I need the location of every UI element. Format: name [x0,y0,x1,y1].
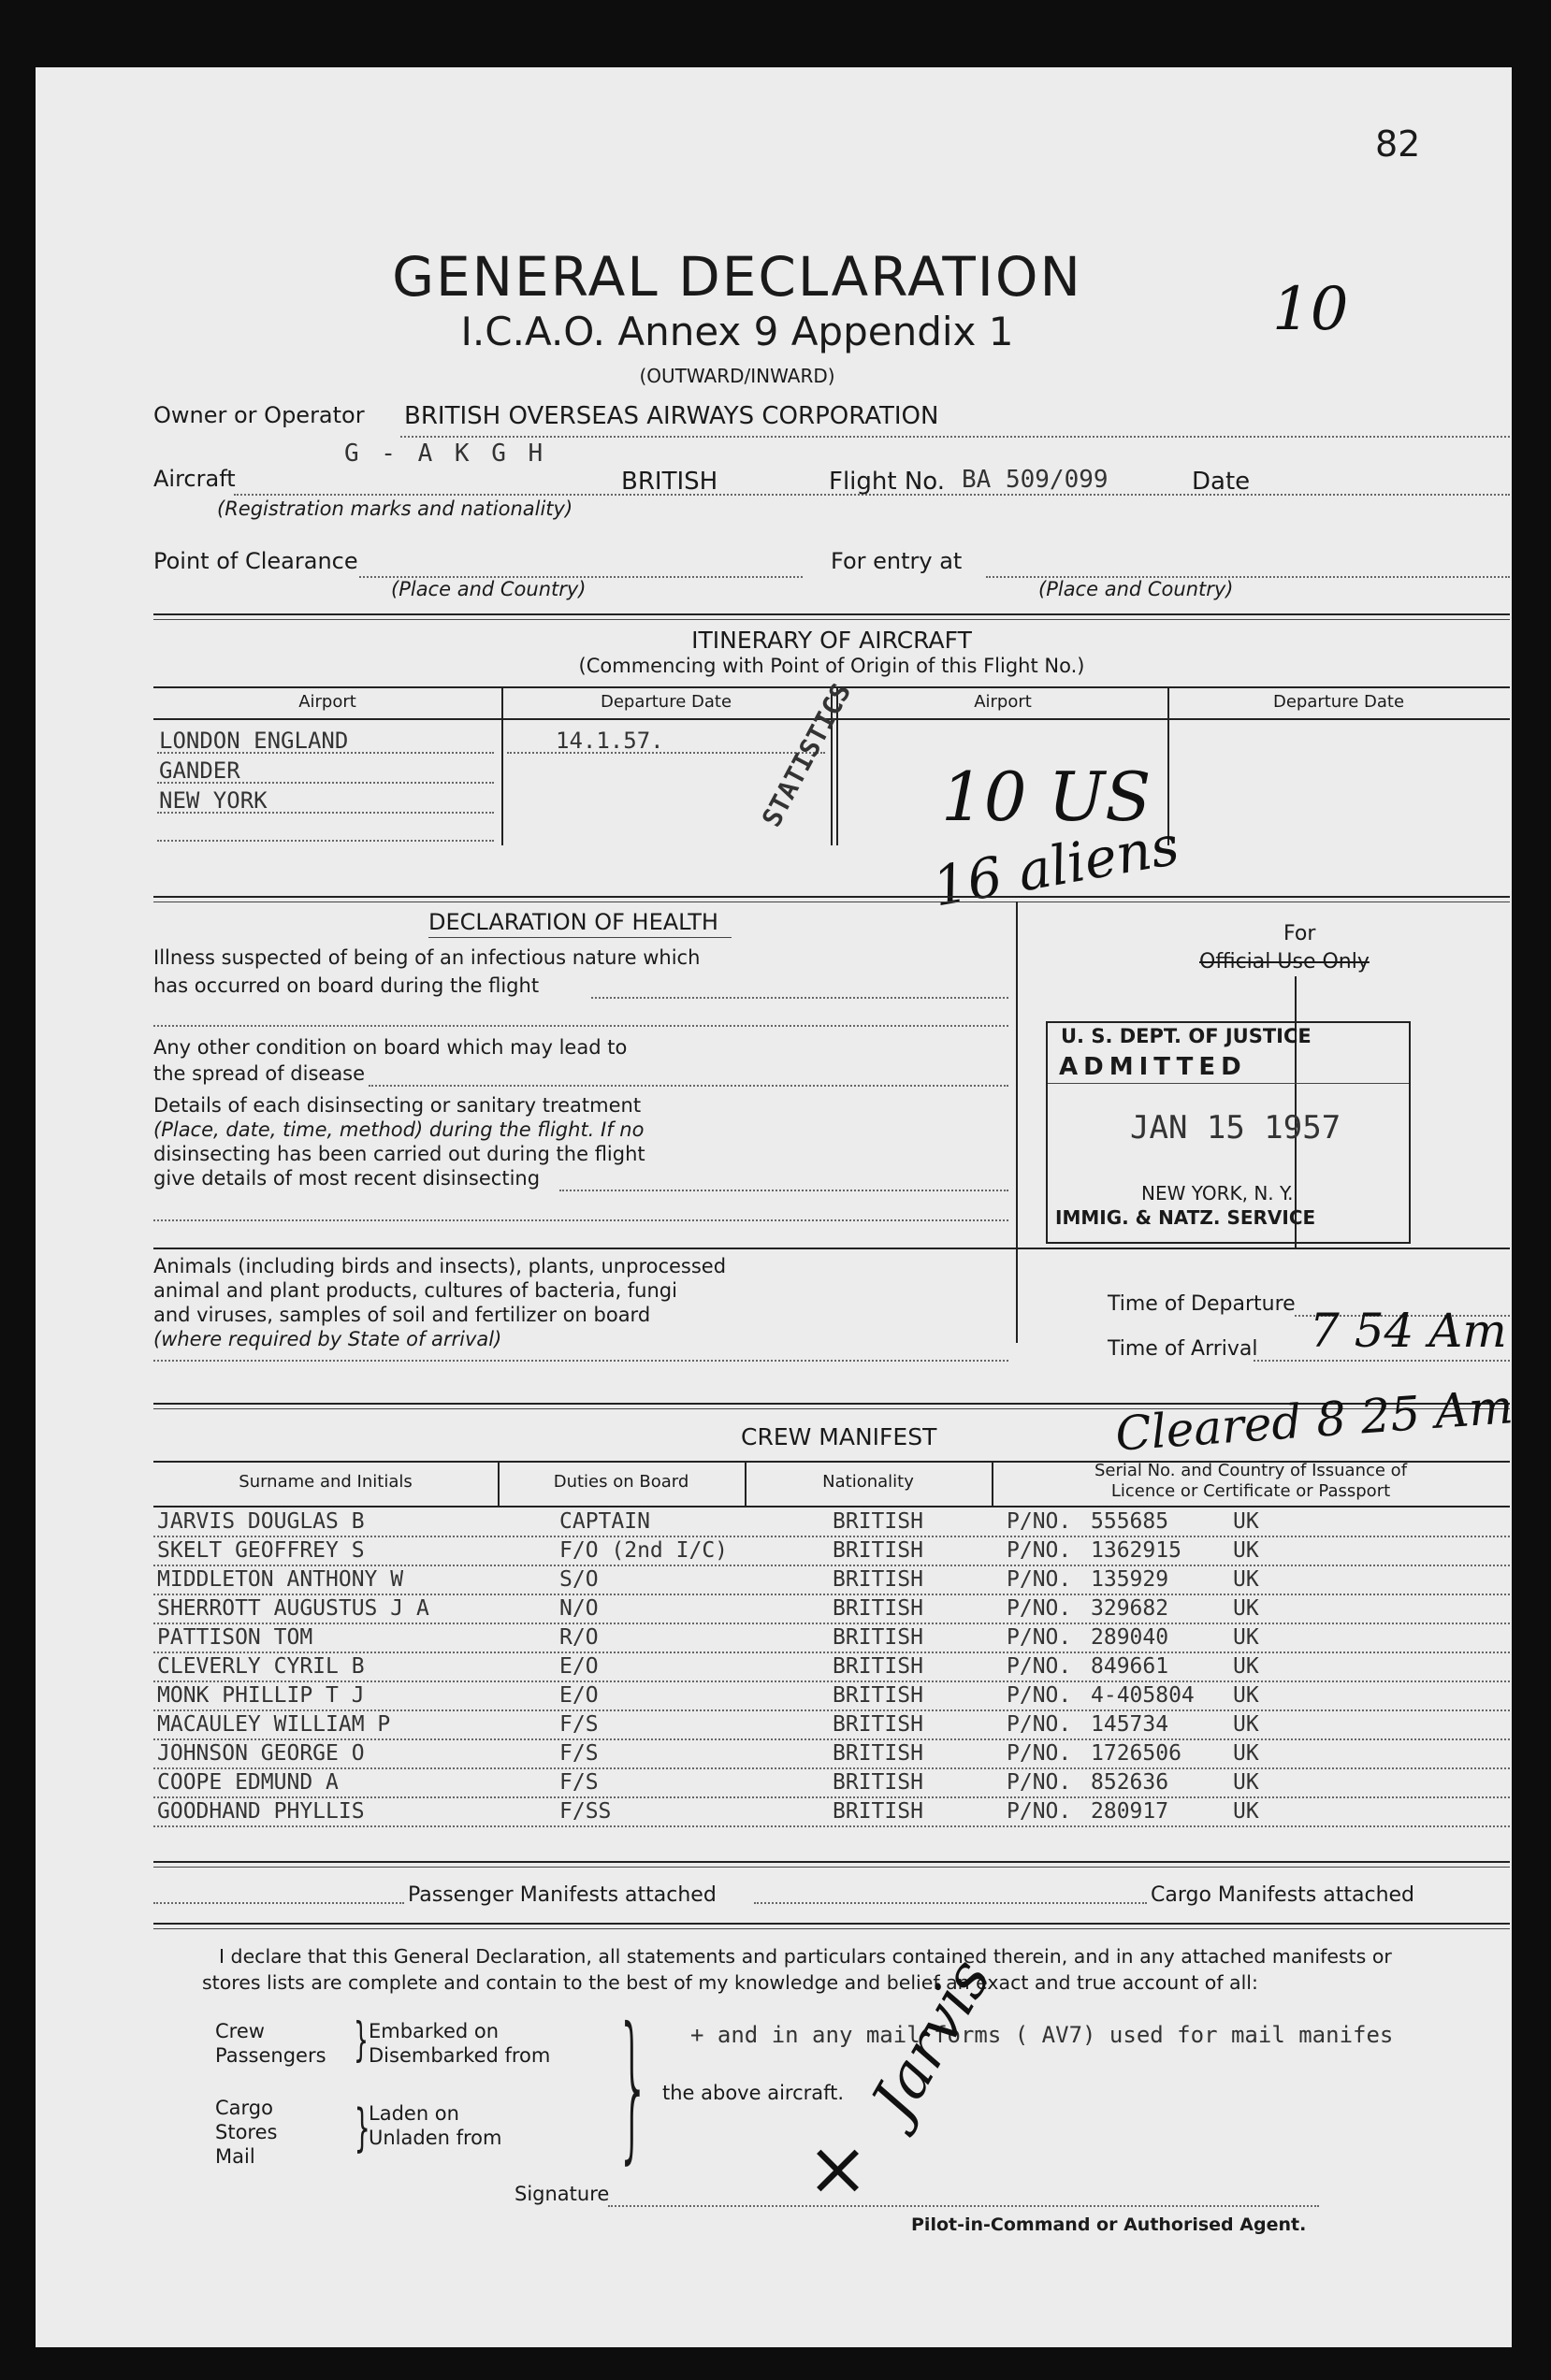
crew-nationality: BRITISH [833,1538,923,1563]
stamp-dept: U. S. DEPT. OF JUSTICE [1061,1025,1312,1047]
illness-dots-2 [153,1025,1008,1027]
itinerary-col-airport-1: Airport [298,692,356,712]
crew-licence-number: 4-405804 [1091,1683,1195,1708]
for-label: For [1283,922,1316,945]
crew-licence-prefix: P/NO. [1007,1596,1072,1621]
stamp-admitted: ADMITTED [1059,1053,1247,1081]
crew-licence-country: UK [1233,1567,1259,1592]
passengers-word: Passengers [215,2044,326,2067]
departure-label: Time of Departure [1108,1292,1296,1316]
crew-duty: R/O [559,1625,599,1650]
pilot-label: Pilot-in-Command or Authorised Agent. [911,2214,1307,2235]
crew-col-duties: Duties on Board [553,1472,689,1492]
crew-row-dots [153,1709,1510,1711]
laden-word: Laden on [369,2102,459,2125]
immigration-admitted-stamp [1046,1021,1411,1244]
stamp-rule [1048,1083,1409,1084]
animals-text-3: and viruses, samples of soil and fertilizer on board [153,1304,651,1326]
rule-declaration-top [153,1923,1510,1925]
statistics-stamp: STATISTICS [756,678,858,832]
stamp-date: JAN 15 1957 [1130,1109,1341,1147]
crew-duty: CAPTAIN [559,1509,650,1534]
itinerary-col-airport-2: Airport [974,692,1032,712]
form-direction: (OUTWARD/INWARD) [639,365,835,387]
crew-licence-number: 135929 [1091,1567,1169,1592]
itinerary-dots-3 [157,812,494,814]
cleared-time-handwritten: Cleared 8 25 Am [1113,1379,1515,1462]
bracket-2: } [354,2099,370,2157]
crew-word: Crew [215,2020,265,2042]
crew-licence-prefix: P/NO. [1007,1712,1072,1737]
rule-health-top [153,896,1510,898]
crew-licence-number: 555685 [1091,1509,1169,1534]
embarked-word: Embarked on [369,2020,500,2042]
crew-licence-number: 1726506 [1091,1741,1181,1766]
crew-name: JARVIS DOUGLAS B [157,1509,365,1534]
crew-duty: F/S [559,1712,599,1737]
declaration-form [36,67,1515,2347]
arrival-dots [1254,1360,1510,1362]
cargo-manifest-dots [754,1902,1147,1904]
crew-col-nationality: Nationality [822,1472,914,1492]
other-condition-1: Any other condition on board which may lead to [153,1036,628,1059]
crew-duty: F/SS [559,1799,612,1824]
crew-col-surname: Surname and Initials [239,1472,413,1492]
crew-duty: E/O [559,1654,599,1679]
itinerary-date-dots [507,752,825,754]
crew-nationality: BRITISH [833,1683,923,1708]
crew-header-bottom [153,1506,1510,1507]
crew-duty: F/O (2nd I/C) [559,1538,729,1563]
illness-text-2: has occurred on board during the flight [153,974,540,997]
aircraft-label: Aircraft [153,466,236,492]
crew-divider-2 [745,1461,747,1506]
stores-word: Stores [215,2121,278,2143]
crew-row-dots [153,1565,1510,1566]
details-text-2: (Place, date, time, method) during the flight. If no [153,1118,645,1141]
itinerary-dots-4 [157,840,494,842]
details-dots-2 [153,1219,1008,1221]
crew-name: CLEVERLY CYRIL B [157,1654,365,1679]
crew-licence-number: 1362915 [1091,1538,1181,1563]
animals-dots-1 [153,1360,1008,1362]
crew-licence-prefix: P/NO. [1007,1538,1072,1563]
itinerary-col-departure-2: Departure Date [1272,692,1405,712]
details-text-3: disinsecting has been carried out during the flight [153,1143,645,1165]
signature-dots [608,2205,1319,2207]
official-use-label: Official Use Only [1199,950,1370,974]
rule-itinerary-top-2 [153,619,1510,620]
animals-text-4: (where required by State of arrival) [153,1328,502,1350]
crew-licence-country: UK [1233,1596,1259,1621]
crew-name: JOHNSON GEORGE O [157,1741,365,1766]
flight-no-label: Flight No. [829,468,946,496]
signature-x-mark: × [806,2125,870,2212]
crew-licence-number: 280917 [1091,1799,1169,1824]
crew-row-dots [153,1767,1510,1769]
crew-licence-prefix: P/NO. [1007,1625,1072,1650]
itinerary-divider-1 [501,686,503,845]
crew-licence-number: 849661 [1091,1654,1169,1679]
pilot-signature-handwritten: Jarvis [859,1947,1006,2131]
owner-value: BRITISH OVERSEAS AIRWAYS CORPORATION [404,402,939,430]
health-title: DECLARATION OF HEALTH [428,909,718,935]
crew-name: MIDDLETON ANTHONY W [157,1567,404,1592]
itinerary-airport-2: GANDER [159,757,240,784]
crew-nationality: BRITISH [833,1770,923,1795]
registration-note: (Registration marks and nationality) [217,498,573,520]
crew-row-dots [153,1796,1510,1798]
crew-name: PATTISON TOM [157,1625,313,1650]
crew-row-dots [153,1738,1510,1740]
crew-nationality: BRITISH [833,1625,923,1650]
itinerary-dots-1 [157,752,494,754]
details-text-1: Details of each disinsecting or sanitary treatment [153,1094,642,1117]
arrival-time-handwritten: 7 54 Am [1310,1304,1507,1358]
crew-name: MONK PHILLIP T J [157,1683,365,1708]
crew-licence-prefix: P/NO. [1007,1683,1072,1708]
handwritten-corner-number: 10 [1272,275,1349,344]
details-dots-1 [559,1190,1008,1191]
health-title-underline [428,937,732,938]
passenger-manifests-label: Passenger Manifests attached [408,1883,717,1907]
illness-text-1: Illness suspected of being of an infectious nature which [153,946,701,969]
handwritten-aliens-count: 16 aliens [928,813,1184,919]
rule-manifests-top-2 [153,1867,1510,1868]
itinerary-airport-1: LONDON ENGLAND [159,728,349,754]
entry-place-note: (Place and Country) [1038,578,1234,600]
rule-itinerary-top [153,613,1510,615]
clearance-label: Point of Clearance [153,548,358,574]
entry-label: For entry at [831,548,963,574]
animals-text-2: animal and plant products, cultures of bacteria, fungi [153,1279,677,1302]
page-number: 82 [1375,123,1421,165]
itinerary-col-departure-1: Departure Date [600,692,732,712]
itinerary-subtitle: (Commencing with Point of Origin of this Flight No.) [578,655,1085,677]
crew-title: CREW MANIFEST [741,1423,937,1450]
crew-divider-1 [498,1461,500,1506]
owner-label: Owner or Operator [153,402,365,428]
other-condition-dots [369,1085,1008,1087]
itinerary-date-1: 14.1.57. [556,728,664,754]
crew-col-serial-2: Licence or Certificate or Passport [1110,1481,1391,1501]
itinerary-dots-2 [157,782,494,784]
crew-row-dots [153,1680,1510,1682]
crew-row-dots [153,1623,1510,1624]
crew-duty: E/O [559,1683,599,1708]
crew-licence-number: 852636 [1091,1770,1169,1795]
crew-licence-number: 289040 [1091,1625,1169,1650]
rule-declaration-top-2 [153,1928,1510,1929]
crew-duty: S/O [559,1567,599,1592]
crew-row-dots [153,1536,1510,1537]
signature-label: Signature [515,2183,610,2205]
itinerary-title: ITINERARY OF AIRCRAFT [691,627,972,654]
flight-no-value: BA 509/099 [962,466,1109,494]
crew-licence-country: UK [1233,1654,1259,1679]
unladen-word: Unladen from [369,2127,502,2149]
passenger-manifest-dots [153,1902,404,1904]
stamp-place: NEW YORK, N. Y. [1141,1182,1294,1204]
crew-licence-prefix: P/NO. [1007,1509,1072,1534]
crew-duty: F/S [559,1770,599,1795]
crew-licence-country: UK [1233,1770,1259,1795]
crew-row-dots [153,1652,1510,1653]
clearance-place-note: (Place and Country) [391,578,587,600]
itinerary-airport-3: NEW YORK [159,787,268,814]
crew-licence-prefix: P/NO. [1007,1799,1072,1824]
mail-word: Mail [215,2145,255,2168]
crew-name: GOODHAND PHYLLIS [157,1799,365,1824]
handwritten-us-count: 10 US [941,757,1152,836]
crew-duty: N/O [559,1596,599,1621]
crew-licence-prefix: P/NO. [1007,1770,1072,1795]
crew-name: SHERROTT AUGUSTUS J A [157,1596,429,1621]
above-aircraft-text: the above aircraft. [662,2082,845,2104]
disembarked-word: Disembarked from [369,2044,551,2067]
details-text-4: give details of most recent disinsecting [153,1167,541,1190]
crew-nationality: BRITISH [833,1567,923,1592]
declaration-line-1: I declare that this General Declaration, all statements and particulars contained therein, and in any attached manifests or [219,1945,1392,1968]
crew-duty: F/S [559,1741,599,1766]
crew-name: COOPE EDMUND A [157,1770,339,1795]
form-title: GENERAL DECLARATION [392,245,1082,309]
crew-licence-prefix: P/NO. [1007,1654,1072,1679]
crew-row-dots [153,1825,1510,1827]
cargo-word: Cargo [215,2097,273,2119]
crew-licence-country: UK [1233,1741,1259,1766]
rule-animals-top [153,1248,1510,1249]
mail-forms-text: + and in any mail forms ( AV7) used for mail manifes [690,2022,1394,2048]
crew-nationality: BRITISH [833,1509,923,1534]
other-condition-2: the spread of disease [153,1062,366,1085]
cargo-manifests-label: Cargo Manifests attached [1151,1883,1415,1907]
crew-licence-country: UK [1233,1538,1259,1563]
crew-licence-prefix: P/NO. [1007,1741,1072,1766]
crew-licence-country: UK [1233,1799,1259,1824]
crew-name: MACAULEY WILLIAM P [157,1712,391,1737]
crew-licence-number: 329682 [1091,1596,1169,1621]
bracket-1: } [353,2012,369,2067]
crew-name: SKELT GEOFFREY S [157,1538,365,1563]
crew-licence-country: UK [1233,1625,1259,1650]
rule-manifests-top [153,1861,1510,1863]
arrival-label: Time of Arrival [1108,1337,1258,1361]
declaration-line-2: stores lists are complete and contain to the best of my knowledge and belief an exact and true account of all: [202,1971,1258,1994]
crew-nationality: BRITISH [833,1741,923,1766]
crew-nationality: BRITISH [833,1596,923,1621]
crew-licence-country: UK [1233,1712,1259,1737]
crew-nationality: BRITISH [833,1712,923,1737]
crew-licence-country: UK [1233,1683,1259,1708]
crew-nationality: BRITISH [833,1654,923,1679]
big-bracket: } [616,1994,651,2179]
crew-licence-number: 145734 [1091,1712,1169,1737]
crew-row-dots [153,1594,1510,1595]
health-right-border [1016,902,1018,1343]
crew-divider-3 [992,1461,993,1506]
form-subtitle: I.C.A.O. Annex 9 Appendix 1 [460,309,1014,354]
crew-licence-prefix: P/NO. [1007,1567,1072,1592]
crew-nationality: BRITISH [833,1799,923,1824]
nationality-value: BRITISH [621,468,718,496]
stamp-service: IMMIG. & NATZ. SERVICE [1055,1206,1316,1229]
crew-col-serial-1: Serial No. and Country of Issuance of [1094,1461,1408,1480]
date-label: Date [1192,468,1251,496]
registration-value: G - A K G H [344,440,547,468]
illness-dots-1 [591,997,1008,999]
crew-licence-country: UK [1233,1509,1259,1534]
owner-dotted-line [400,436,1510,438]
animals-text-1: Animals (including birds and insects), plants, unprocessed [153,1255,727,1277]
